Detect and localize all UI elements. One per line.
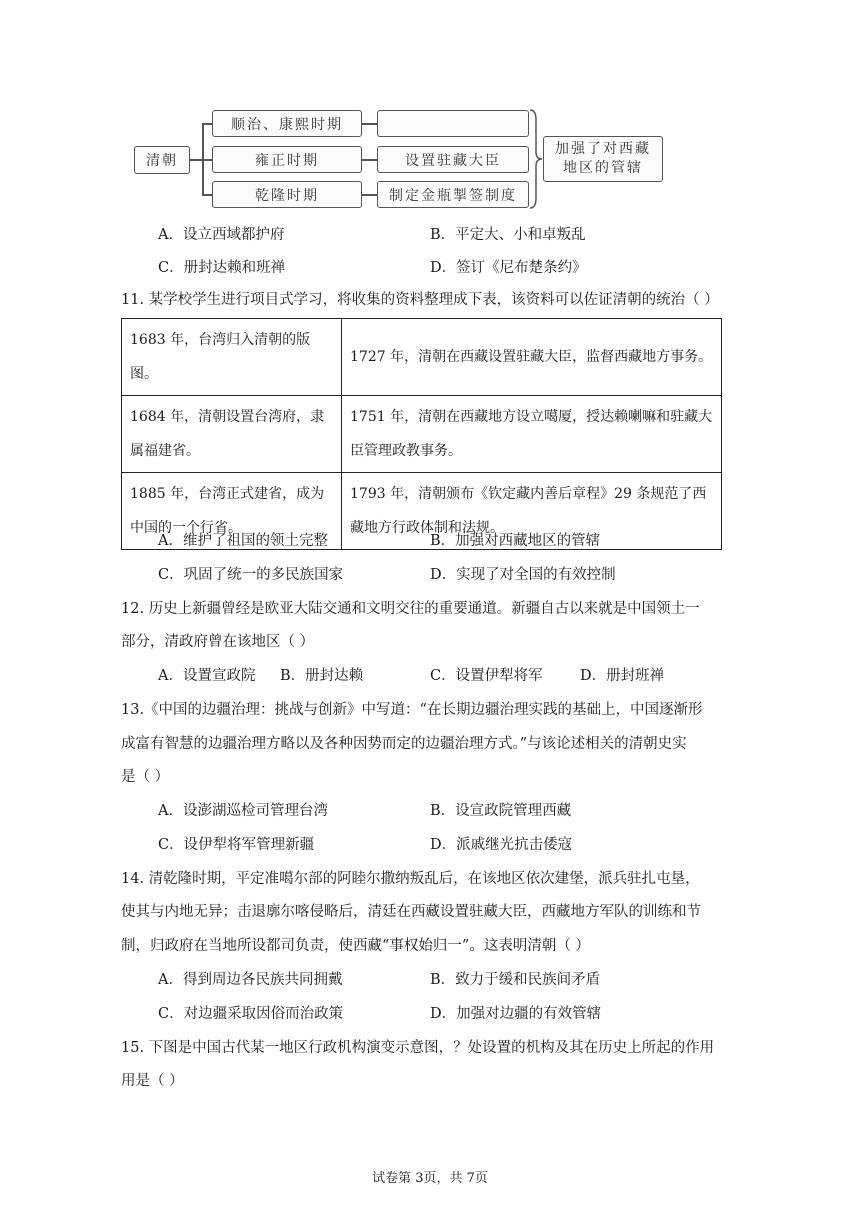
table-cell: 1793 年，清朝颁布《钦定藏内善后章程》29 条规范了西藏地方行政体制和法规。 — [342, 473, 722, 550]
q14-stem-line-1: 14. 清乾隆时期，平定准噶尔部的阿睦尔撒纳叛乱后，在该地区依次建堡，派兵驻扎屯垦， — [121, 871, 700, 887]
brace-icon — [529, 108, 543, 210]
q13-stem-line-3: 是（ ） — [121, 769, 170, 785]
diagram-period-1: 顺治、康熙时期 — [212, 110, 362, 137]
q14-stem-line-2: 使其与内地无异；击退廓尔喀侵略后，清廷在西藏设置驻藏大臣，西藏地方军队的训练和节 — [121, 904, 701, 920]
diagram-period-2: 雍正时期 — [212, 146, 362, 173]
diagram-measure-2: 设置驻藏大臣 — [377, 146, 529, 173]
diagram-result: 加强了对西藏地区的管辖 — [543, 136, 663, 182]
q14-option-c[interactable]: C．对边疆采取因俗而治政策 — [158, 1006, 344, 1022]
connector — [202, 159, 212, 161]
diagram-measure-blank — [377, 110, 529, 137]
table-cell: 1885 年，台湾正式建省，成为中国的一个行省。 — [122, 473, 342, 550]
q12-option-b[interactable]: B．册封达赖 — [280, 668, 364, 684]
q14-option-a[interactable]: A．得到周边各民族共同拥戴 — [158, 972, 343, 988]
q12-option-c[interactable]: C．设置伊犁将军 — [430, 668, 543, 684]
q12-stem-line-1: 12. 历史上新疆曾经是欧亚大陆交通和文明交往的重要通道。新疆自古以来就是中国领土一 — [121, 601, 700, 617]
q13-stem-line-2: 成富有智慧的边疆治理方略以及各种因势而定的边疆治理方式。”与该论述相关的清朝史实 — [121, 736, 687, 752]
q15-stem-line-1: 15. 下图是中国古代某一地区行政机构演变示意图，？处设置的机构及其在历史上所起的作用 — [121, 1040, 715, 1056]
q15-stem-line-2: 用是（ ） — [121, 1073, 184, 1089]
q10-option-a[interactable]: A．设立西域都护府 — [158, 227, 285, 243]
q13-option-b[interactable]: B．设宣政院管理西藏 — [430, 803, 572, 819]
connector — [362, 123, 377, 125]
connector — [202, 194, 212, 196]
q13-stem-line-1: 13.《中国的边疆治理：挑战与创新》中写道：“在长期边疆治理实践的基础上，中国逐渐形 — [121, 702, 703, 718]
diagram-measure-3: 制定金瓶掣签制度 — [377, 181, 529, 208]
q12-stem-line-2: 部分，清政府曾在该地区（ ） — [121, 634, 315, 650]
q11-option-a[interactable]: A．维护了祖国的领土完整 — [158, 533, 328, 549]
q10-option-c[interactable]: C．册封达赖和班禅 — [158, 260, 286, 276]
q11-option-c[interactable]: C．巩固了统一的多民族国家 — [158, 567, 344, 583]
table-row — [122, 396, 722, 473]
q10-option-b[interactable]: B．平定大、小和卓叛乱 — [430, 227, 586, 243]
q13-option-c[interactable]: C．设伊犁将军管理新疆 — [158, 837, 315, 853]
q11-option-d[interactable]: D．实现了对全国的有效控制 — [430, 567, 616, 583]
q12-option-a[interactable]: A．设置宣政院 — [158, 668, 256, 684]
q10-option-d[interactable]: D．签订《尼布楚条约》 — [430, 260, 587, 276]
q13-option-a[interactable]: A．设澎湖巡检司管理台湾 — [158, 803, 328, 819]
table-cell: 1684 年，清朝设置台湾府，隶属福建省。 — [122, 396, 342, 473]
q14-option-d[interactable]: D．加强对边疆的有效管辖 — [430, 1006, 602, 1022]
connector — [202, 123, 212, 125]
q12-option-d[interactable]: D．册封班禅 — [580, 668, 665, 684]
q11-source-table — [121, 318, 722, 550]
q13-option-d[interactable]: D．派戚继光抗击倭寇 — [430, 837, 573, 853]
table-row — [122, 319, 722, 396]
diagram-period-3: 乾隆时期 — [212, 181, 362, 208]
page-footer: 试卷第 3页，共 7页 — [372, 1171, 488, 1186]
table-cell: 1727 年，清朝在西藏设置驻藏大臣，监督西藏地方事务。 — [342, 319, 722, 396]
diagram-root: 清朝 — [134, 146, 190, 174]
q11-stem: 11. 某学校学生进行项目式学习，将收集的资料整理成下表，该资料可以佐证清朝的统治（ ） — [121, 292, 719, 308]
q14-stem-line-3: 制，归政府在当地所设都司负责，使西藏“事权始归一”。这表明清朝（ ） — [121, 938, 590, 954]
q11-option-b[interactable]: B．加强对西藏地区的管辖 — [430, 533, 601, 549]
q14-option-b[interactable]: B．致力于缓和民族间矛盾 — [430, 972, 601, 988]
connector — [362, 194, 377, 196]
table-cell: 1683 年，台湾归入清朝的版图。 — [122, 319, 342, 396]
connector — [362, 159, 377, 161]
connector — [190, 159, 202, 161]
table-cell: 1751 年，清朝在西藏地方设立噶厦，授达赖喇嘛和驻藏大臣管理政教事务。 — [342, 396, 722, 473]
